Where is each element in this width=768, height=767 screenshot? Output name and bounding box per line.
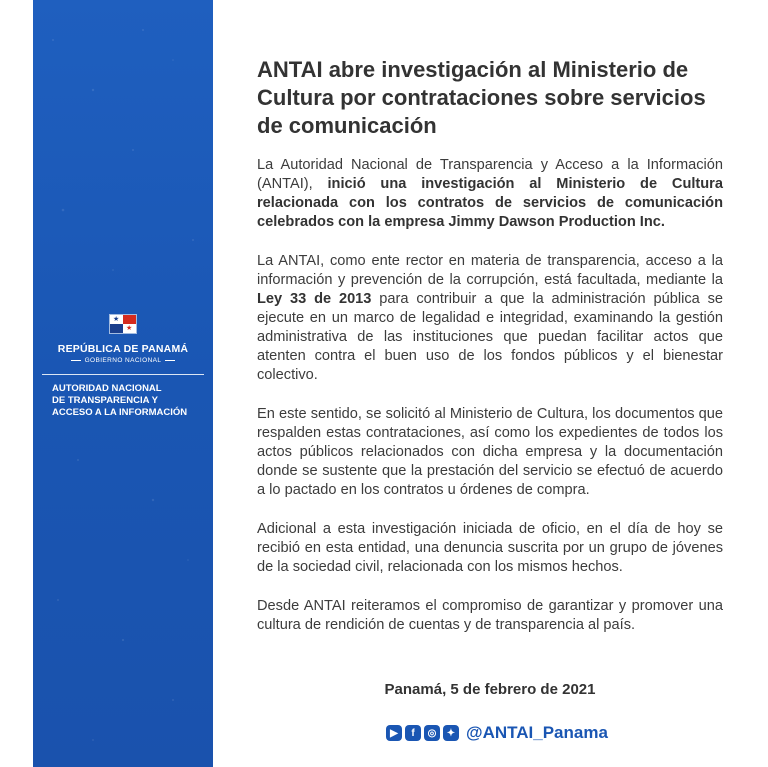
instagram-icon[interactable]: ◎ [424,725,440,741]
social-handle[interactable]: @ANTAI_Panama [466,723,608,742]
press-release [257,56,723,655]
sidebar-divider [42,374,204,375]
government-label: GOBIERNO NACIONAL [33,357,213,364]
authority-name: AUTORIDAD NACIONAL DE TRANSPARENCIA Y ACCESO A LA INFORMACIÓN [52,383,188,418]
facebook-icon[interactable]: f [405,725,421,741]
paragraph-5: Desde ANTAI reiteramos el compromiso de garantizar y promover una cultura de rendición de cuentas y de transparencia al país. [257,598,723,633]
government-branding [33,314,213,419]
panama-flag-icon: ★ ★ [109,314,137,334]
sidebar-panel [33,0,213,767]
youtube-icon[interactable]: ▶ [386,725,402,741]
release-date: Panamá, 5 de febrero de 2021 [384,681,596,698]
article-title: ANTAI abre investigación al Ministerio de Cultura por contrataciones sobre servicios de comunicación [257,57,706,138]
social-media-bar [386,723,608,743]
paragraph-3: En este sentido, se solicitó al Ministerio de Cultura, los documentos que respalden estas contrataciones, así como los expedientes de todos los actos públicos relacionados con dicha empresa y la documentación donde se sustente que la prestación del servicio se efectuó de acuerdo a lo pactado en los contratos u órdenes de compra. [257,406,723,498]
paragraph-4: Adicional a esta investigación iniciada de oficio, en el día de hoy se recibió en esta entidad, una denuncia suscrita por un grupo de jóvenes de la sociedad civil, relacionada con los mismos hechos. [257,521,723,575]
twitter-icon[interactable]: ✦ [443,725,459,741]
republic-name: REPÚBLICA DE PANAMÁ [57,343,189,355]
paragraph-1: La Autoridad Nacional de Transparencia y Acceso a la Información (ANTAI), inició una investigación al Ministerio de Cultura relacionada con los contratos de servicios de comunicación celebrados con la empresa Jimmy Dawson Production Inc. [257,157,723,230]
paragraph-2: La ANTAI, como ente rector en materia de transparencia, acceso a la información y prevención de la corrupción, está facultada, mediante la Ley 33 de 2013 para contribuir a que la administración pública se ejecute en un marco de legalidad e integridad, examinando la gestión administrativa de las instituciones que puedan facilitar actos que atenten contra el buen uso de los fondos públicos y el bienestar colectivo. [257,253,723,383]
